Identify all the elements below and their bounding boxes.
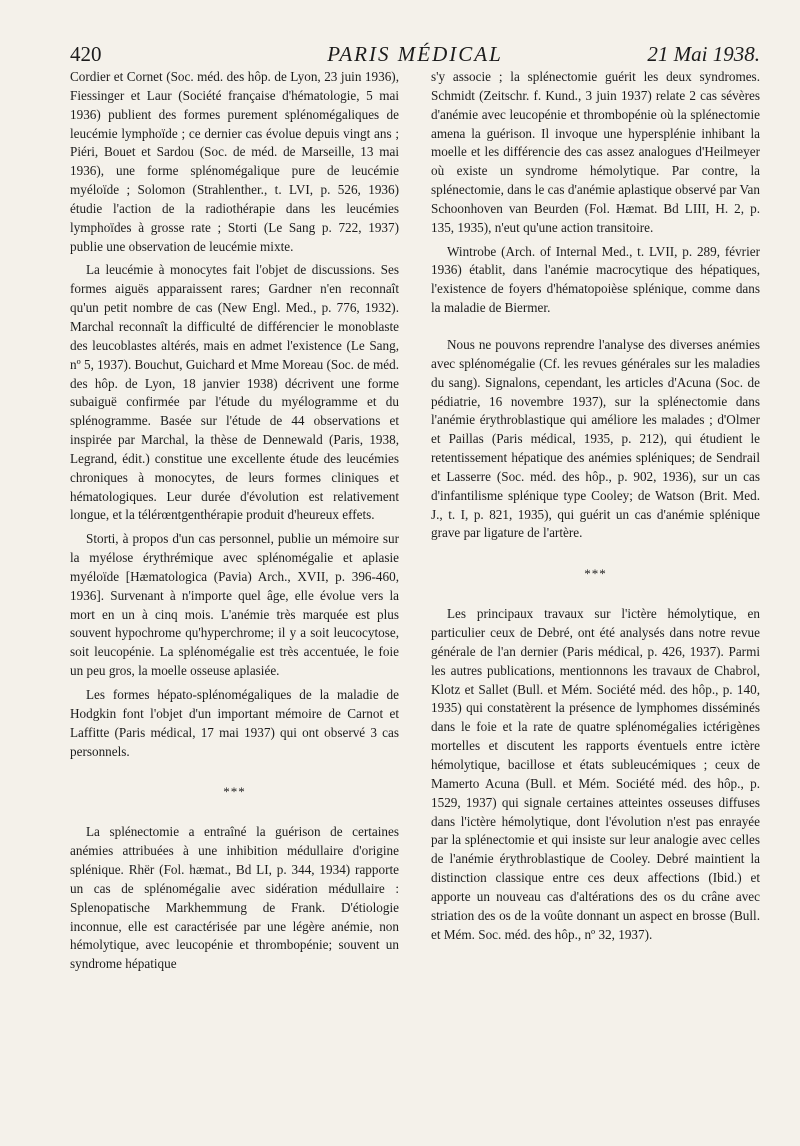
text-columns bbox=[70, 68, 760, 974]
left-column bbox=[70, 68, 399, 974]
paragraph: Cordier et Cornet (Soc. méd. des hôp. de Lyon, 23 juin 1936), Fiessinger et Laur (Société française d'hématologie, 5 mai 1936) publient des formes purement splénomégaliques de leucémie lymphoïde ; ce dernier cas évolue depuis vingt ans ; Piéri, Bouet et Sardou (Soc. de méd. de Marseille, 13 mai 1936), une forme splénomégalique pure de leucémie myéloïde ; Solomon (Strahlenther., t. LVI, p. 526, 1936) étudie l'action de la radiothérapie dans les leucémies lymphoïdes à grosse rate ; Storti (Le Sang p. 722, 1937) publie une observation de leucémie mixte. bbox=[70, 69, 399, 254]
paragraph: Wintrobe (Arch. of Internal Med., t. LVII, p. 289, février 1936) établit, dans l'anémie macrocytique des hépatiques, l'existence de foyers d'hématopoièse splénique, comme dans la maladie de Biermer. bbox=[431, 243, 760, 316]
page-number: 420 bbox=[70, 42, 102, 66]
paragraph: Les formes hépato-splénomégaliques de la maladie de Hodgkin font l'objet d'un important mémoire de Carnot et Laffitte (Paris médical, 17 mai 1937) qui ont observé 3 cas personnels. bbox=[70, 687, 399, 759]
paragraph: La leucémie à monocytes fait l'objet de discussions. Ses formes aiguës apparaissent rares; Gardner n'en reconnaît qu'un petit nombre de cas (New Engl. Med., p. 776, 1932). Marchal reconnaît la difficulté de différencier le monoblaste des leucoblastes altérés, mais en admet l'existence (Le Sang, nº 5, 1937). Bouchut, Guichard et Mme Moreau (Soc. de méd. des hôp. de Lyon, 18 janvier 1938) décrivent une forme subaiguë confirmée par l'étude du myélogramme et du splénogramme. Basée sur l'étude de 44 observations et inspirée par Marchal, la thèse de Dennewald (Paris, 1938, Legrand, édit.) constitue une excellente étude des leucémies chroniques à monocytes, de leurs formes cliniques et hématologiques. Leur durée d'évolution est relativement longue, et la télérœntgenthérapie produit d'heureux effets. bbox=[70, 262, 399, 523]
paragraph: Storti, à propos d'un cas personnel, publie un mémoire sur la myélose érythrémique avec splénomégalie et aplasie myéloïde [Hæmatologica (Pavia) Arch., XVII, p. 396-460, 1936]. Survenant à n'importe quel âge, elle évolue vers la mort en un à cinq mois. L'anémie très marquée est plus souvent hypochrome qu'hyperchrome; il y a soit leucocytose, soit leucopénie. La splénomégalie est très accentuée, le foie un peu gros, la moelle osseuse aplasiée. bbox=[70, 531, 399, 679]
section-separator: *** bbox=[584, 566, 607, 582]
section-separator: *** bbox=[223, 784, 246, 800]
journal-title: PARIS MÉDICAL bbox=[327, 42, 503, 66]
running-head bbox=[70, 26, 760, 64]
paragraph: Nous ne pouvons reprendre l'analyse des diverses anémies avec splénomégalie (Cf. les revues générales sur les maladies du sang). Signalons, cependant, les articles d'Acuna (Soc. de pédiatrie, 16 novembre 1937), sur la splénectomie dans l'anémie érythroblastique qui améliore les malades ; d'Olmer et Paillas (Paris médical, 1935, p. 212), qui étudient le retentissement hépatique des anémies spléniques; de Sendrail et Lasserre (Soc. méd. des hôp., p. 902, 1936), sur un cas d'infantilisme splénique type Cooley; de Watson (Brit. Med. J., t. I, p. 821, 1935), qui guérit un cas d'anémie splénique grave par ligature de l'artère. bbox=[431, 336, 760, 541]
spacer bbox=[431, 318, 760, 336]
right-column bbox=[431, 68, 760, 974]
paragraph: Les principaux travaux sur l'ictère hémolytique, en particulier ceux de Debré, ont été analysés dans notre revue générale de l'an dernier (Paris médical, p. 426, 1937). Parmi les autres publications, mentionnons les travaux de Chabrol, Klotz et Sallet (Bull. et Mém. Société méd. des hôp., p. 140, 1935) qui constatèrent la présence de lymphomes disséminés dans le foie et la rate de quatre splénomégalies ictérigènes mortelles et discutent les rapports éventuels entre ictère hémolytique, bacillose et états subleucémiques ; ceux de Mamerto Acuna (Bull. et Mém. Société méd. des hôp., p. 1529, 1937) qui signale certaines atteintes osseuses diffuses dans l'ictère hémolytique, dont l'évolution n'est pas enrayée par la splénectomie et qui insiste sur leur analogie avec celles de l'anémie érythroblastique de Cooley. Debré maintient la distinction classique entre ces deux affections (Ibid.) et apporte un nouveau cas d'altérations des os du crâne avec striation des os de la voûte donnant un aspect en brosse (Bull. et Mém. Soc. méd. des hôp., nº 32, 1937). bbox=[431, 606, 760, 942]
paragraph: La splénectomie a entraîné la guérison de certaines anémies attribuées à une inhibition médullaire d'origine splénique. Rhër (Fol. hæmat., Bd LI, p. 344, 1934) rapporte un cas de splénomégalie avec sidération médullaire : Splenopatische Markhemmung de Frank. D'étiologie inconnue, elle est caractérisée par une légère anémie, non hémolytique, avec leucopénie et thrombopénie; souvent un syndrome hépatique bbox=[70, 824, 399, 972]
paragraph: s'y associe ; la splénectomie guérit les deux syndromes. Schmidt (Zeitschr. f. Kund., 3 juin 1937) relate 2 cas sévères d'anémie avec leucopénie et thrombopénie où la splénectomie amena la guérison. Il invoque une hypersplénie inhibant la moelle et les différencie des cas assez analogues d'Heilmeyer où existe un syndrome hémolytique. Par contre, la splénectomie, dans le cas d'anémie aplastique observé par Van Schoonhoven van Beurden (Fol. Hæmat. Bd LIII, H. 2, p. 135, 1935), n'eut qu'une action transitoire. bbox=[431, 69, 760, 235]
issue-date: 21 Mai 1938. bbox=[647, 42, 760, 66]
